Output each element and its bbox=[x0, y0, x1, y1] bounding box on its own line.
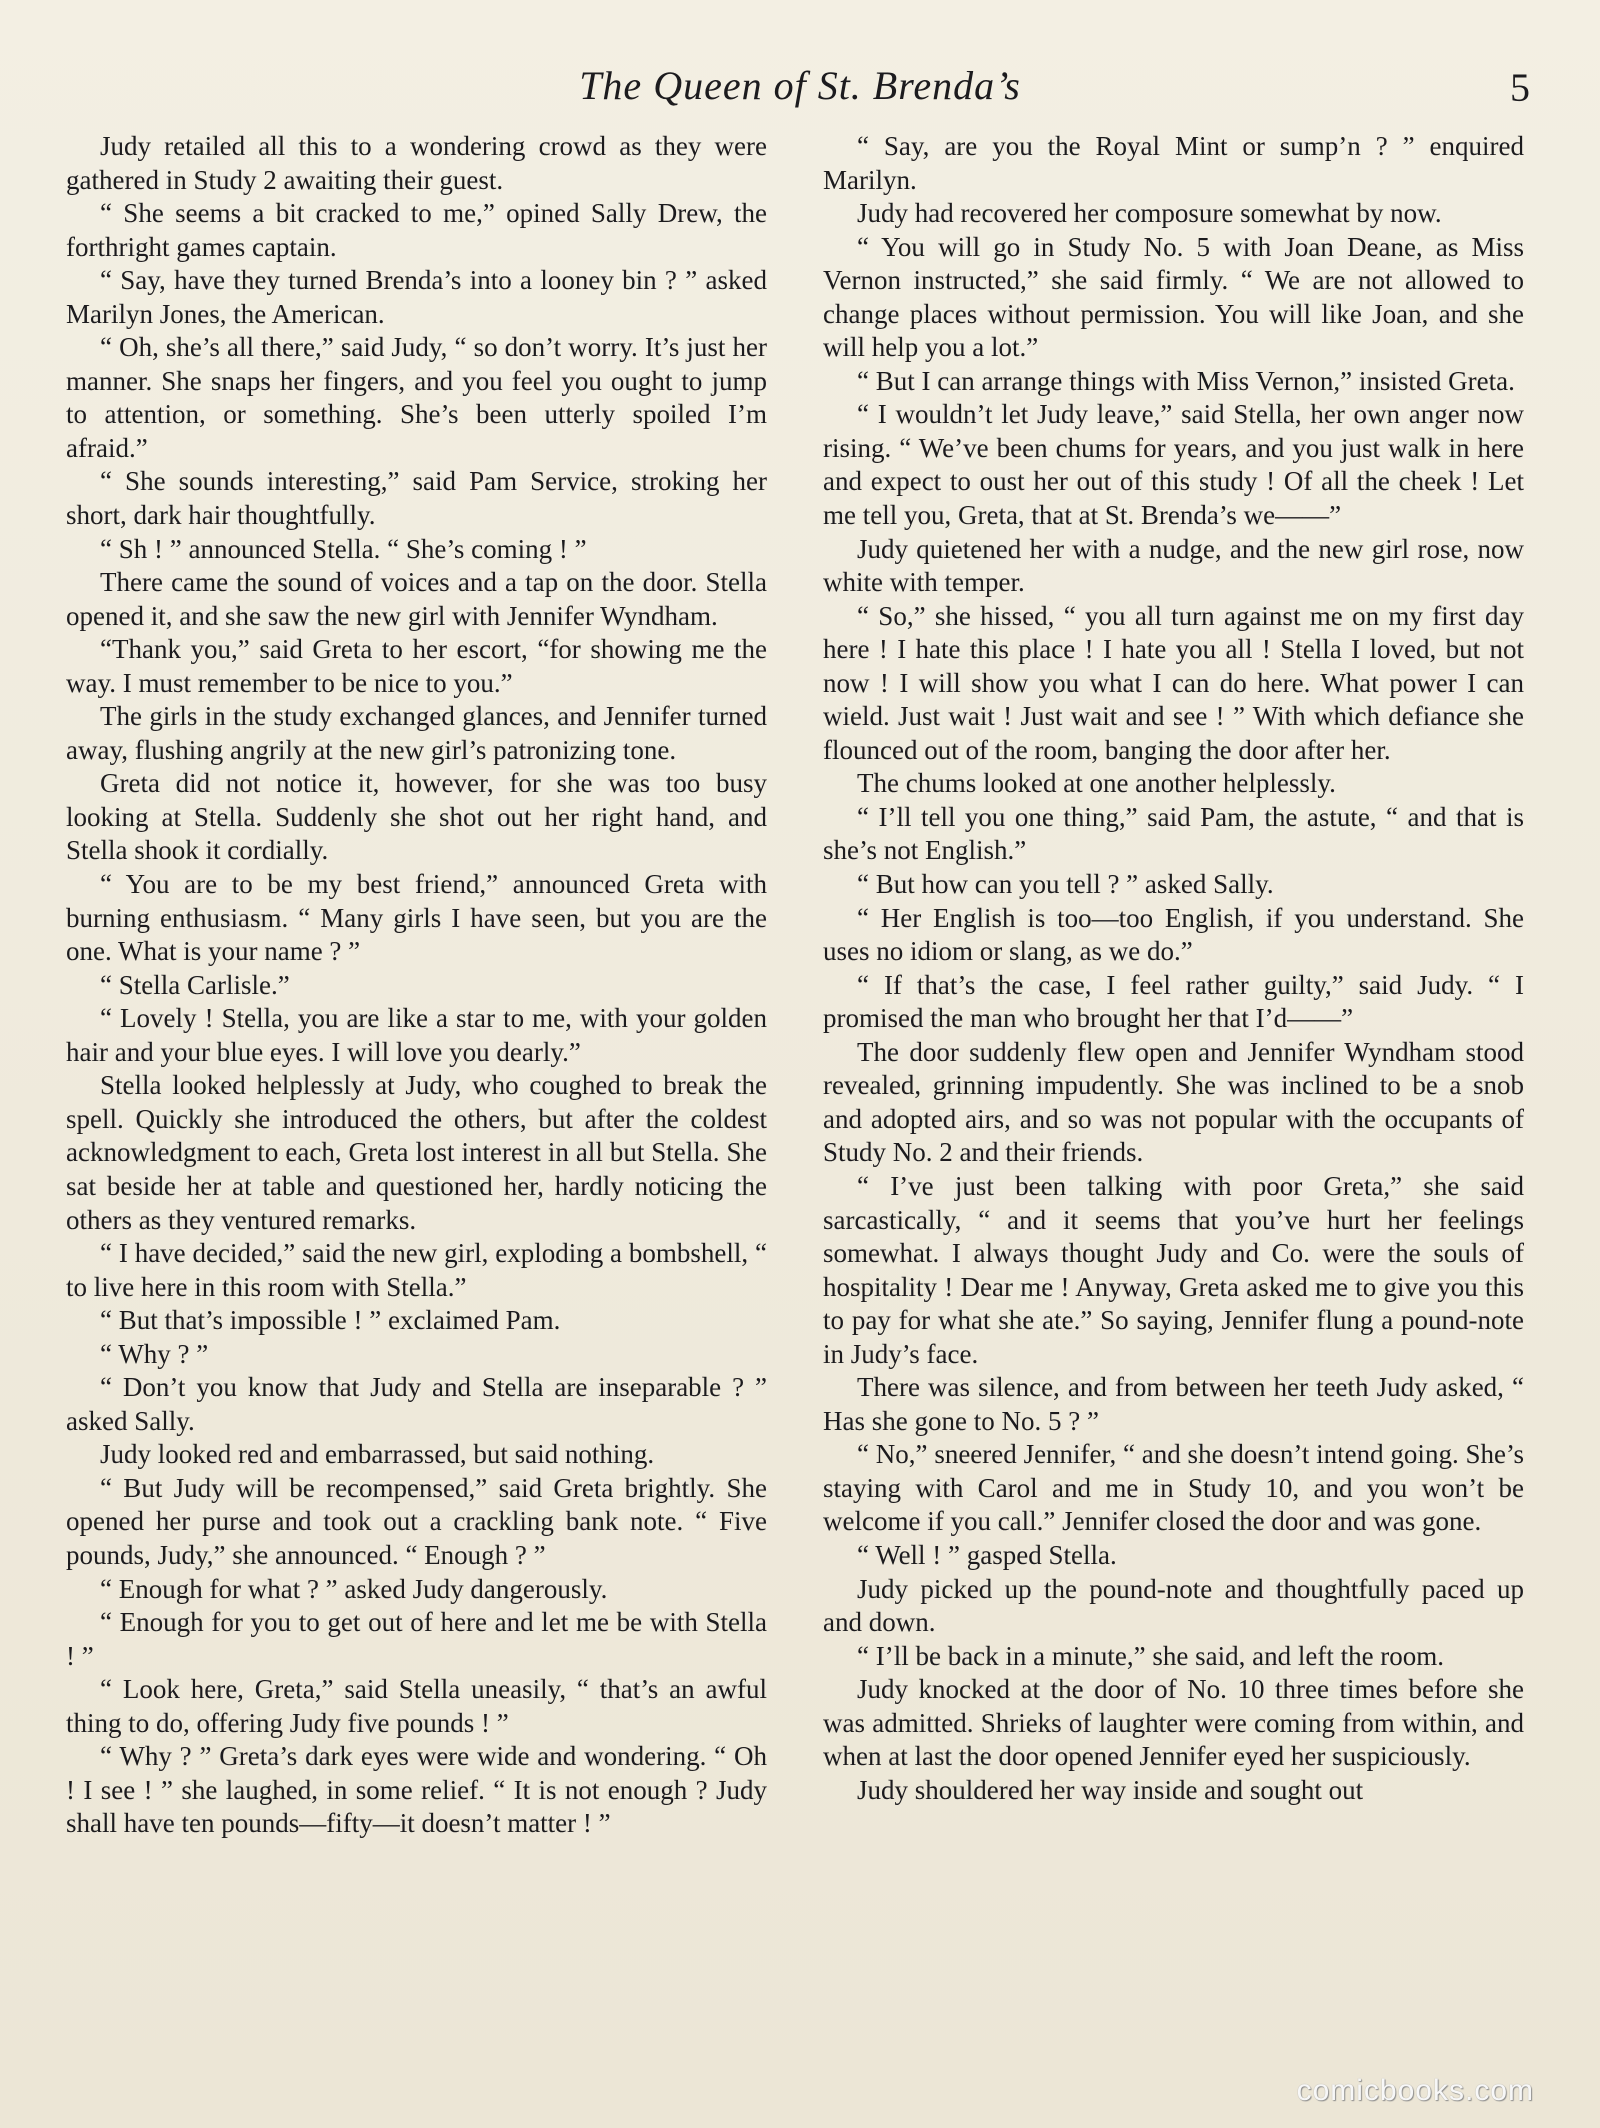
paragraph: “ You are to be my best friend,” announced Greta with burning enthusiasm. “ Many girls I have seen, but you are the one. What is your name ? ” bbox=[66, 869, 767, 967]
paragraph: “ You will go in Study No. 5 with Joan Deane, as Miss Vernon instructed,” she said firmly. “ We are not allowed to change places without permission. You will like Joan, and she will help you a lot.” bbox=[823, 231, 1524, 363]
paragraph: The girls in the study exchanged glances, and Jennifer turned away, flushing angrily at the new girl’s patronizing tone. bbox=[66, 701, 767, 765]
paragraph: “ Don’t you know that Judy and Stella are inseparable ? ” asked Sally. bbox=[66, 1372, 767, 1436]
paragraph: “ If that’s the case, I feel rather guilty,” said Judy. “ I promised the man who brought her that I’d——” bbox=[823, 969, 1524, 1034]
paragraph: “ Stella Carlisle.” bbox=[100, 969, 290, 1000]
site-watermark: comicbooks.com bbox=[1296, 2074, 1534, 2107]
paragraph: Judy knocked at the door of No. 10 three times before she was admitted. Shrieks of laughter were coming from within, and when at last the door opened Jennifer eyed her suspiciously. bbox=[823, 1674, 1524, 1772]
paragraph: “ She seems a bit cracked to me,” opined Sally Drew, the forthright games captain. bbox=[66, 198, 767, 262]
paragraph: “ Sh ! ” announced Stella. “ She’s coming ! ” bbox=[100, 533, 587, 564]
paragraph: Judy picked up the pound-note and thoughtfully paced up and down. bbox=[823, 1573, 1524, 1638]
paragraph: There came the sound of voices and a tap on the door. Stella opened it, and she saw the new girl with Jennifer Wyndham. bbox=[66, 567, 767, 631]
paragraph: “ She sounds interesting,” said Pam Service, stroking her short, dark hair thoughtfully. bbox=[66, 466, 767, 531]
page-header bbox=[64, 58, 1536, 108]
paragraph: Judy quietened her with a nudge, and the new girl rose, now white with temper. bbox=[823, 533, 1524, 598]
paragraph: Greta did not notice it, however, for she was too busy looking at Stella. Suddenly she shot out her right hand, and Stella shook it cordially. bbox=[66, 768, 767, 866]
paragraph: “ But that’s impossible ! ” exclaimed Pam. bbox=[100, 1305, 561, 1336]
right-text-column bbox=[823, 130, 1524, 1807]
paragraph: Judy had recovered her composure somewhat by now. bbox=[857, 198, 1442, 229]
paragraph: “ Her English is too—too English, if you understand. She uses no idiom or slang, as we do.” bbox=[823, 902, 1524, 967]
paragraph: “ But I can arrange things with Miss Vernon,” insisted Greta. bbox=[857, 365, 1515, 396]
paragraph: Judy looked red and embarrassed, but said nothing. bbox=[100, 1439, 655, 1470]
paragraph: “ I’ll tell you one thing,” said Pam, the astute, “ and that is she’s not English.” bbox=[823, 801, 1524, 866]
paragraph: “ Enough for you to get out of here and let me be with Stella ! ” bbox=[66, 1607, 767, 1671]
paragraph: “ No,” sneered Jennifer, “ and she doesn’t intend going. She’s staying with Carol and me in Study 10, and you won’t be welcome if you call.” Jennifer closed the door and was gone. bbox=[823, 1439, 1524, 1537]
paragraph: “ I’ll be back in a minute,” she said, and left the room. bbox=[857, 1640, 1445, 1671]
left-text-column bbox=[66, 130, 767, 1841]
paragraph: “ I have decided,” said the new girl, exploding a bombshell, “ to live here in this room with Stella.” bbox=[66, 1238, 767, 1302]
running-title: The Queen of St. Brenda’s bbox=[579, 63, 1021, 108]
paragraph: Judy shouldered her way inside and sought out bbox=[857, 1774, 1364, 1805]
paragraph: “ Say, are you the Royal Mint or sump’n ? ” enquired Marilyn. bbox=[823, 131, 1524, 195]
paragraph: “ Well ! ” gasped Stella. bbox=[857, 1539, 1117, 1570]
page-number: 5 bbox=[1510, 65, 1530, 110]
paragraph: The door suddenly flew open and Jennifer Wyndham stood revealed, grinning impudently. She was inclined to be a snob and adopted airs, and so was not popular with the occupants of Study No. 2 and their friends. bbox=[823, 1036, 1524, 1168]
paragraph: “ I wouldn’t let Judy leave,” said Stella, her own anger now rising. “ We’ve been chums for years, and you just walk in here and expect to oust her out of this study ! Of all the cheek ! Let me tell you, Greta, that at St. Brenda’s we——” bbox=[823, 399, 1524, 531]
paragraph: “ Say, have they turned Brenda’s into a looney bin ? ” asked Marilyn Jones, the American. bbox=[66, 265, 767, 329]
paragraph: “ Look here, Greta,” said Stella uneasily, “ that’s an awful thing to do, offering Judy five pounds ! ” bbox=[66, 1674, 767, 1738]
paragraph: Judy retailed all this to a wondering crowd as they were gathered in Study 2 awaiting their guest. bbox=[66, 131, 767, 195]
paragraph: “ I’ve just been talking with poor Greta,” she said sarcastically, “ and it seems that you’ve hurt her feelings somewhat. I always thought Judy and Co. were the souls of hospitality ! Dear me ! Anyway, Greta asked me to give you this to pay for what she ate.” So saying, Jennifer flung a pound-note in Judy’s face. bbox=[823, 1170, 1524, 1369]
paragraph: “ Why ? ” bbox=[100, 1338, 209, 1369]
paragraph: “ Oh, she’s all there,” said Judy, “ so don’t worry. It’s just her manner. She snaps her fingers, and you feel you ought to jump to attention, or something. She’s been utterly spoiled I’m afraid.” bbox=[66, 332, 767, 463]
paragraph: “ But how can you tell ? ” asked Sally. bbox=[857, 869, 1274, 900]
paragraph: “ Lovely ! Stella, you are like a star to me, with your golden hair and your blue eyes. I will love you dearly.” bbox=[66, 1003, 767, 1067]
paragraph: “Thank you,” said Greta to her escort, “for showing me the way. I must remember to be nice to you.” bbox=[66, 634, 767, 698]
paragraph: “ But Judy will be recompensed,” said Greta brightly. She opened her purse and took out a crackling bank note. “ Five pounds, Judy,” she announced. “ Enough ? ” bbox=[66, 1472, 767, 1570]
paragraph: “ Enough for what ? ” asked Judy dangerously. bbox=[100, 1573, 608, 1604]
paragraph: The chums looked at one another helplessly. bbox=[857, 768, 1336, 799]
paragraph: “ So,” she hissed, “ you all turn against me on my first day here ! I hate this place ! I hate you all ! Stella I loved, but not now ! I will show you what I can do here. What power I can wield. Just wait ! Just wait and see ! ” With which defiance she flounced out of the room, banging the door after her. bbox=[823, 600, 1524, 765]
paragraph: Stella looked helplessly at Judy, who coughed to break the spell. Quickly she introduced the others, but after the coldest acknowledgment to each, Greta lost interest in all but Stella. She sat beside her at table and questioned her, hardly noticing the others as they ventured remarks. bbox=[66, 1070, 767, 1235]
paragraph: “ Why ? ” Greta’s dark eyes were wide and wondering. “ Oh ! I see ! ” she laughed, in some relief. “ It is not enough ? Judy shall have ten pounds—fifty—it doesn’t matter ! ” bbox=[66, 1741, 767, 1839]
paragraph: There was silence, and from between her teeth Judy asked, “ Has she gone to No. 5 ? ” bbox=[823, 1372, 1524, 1436]
